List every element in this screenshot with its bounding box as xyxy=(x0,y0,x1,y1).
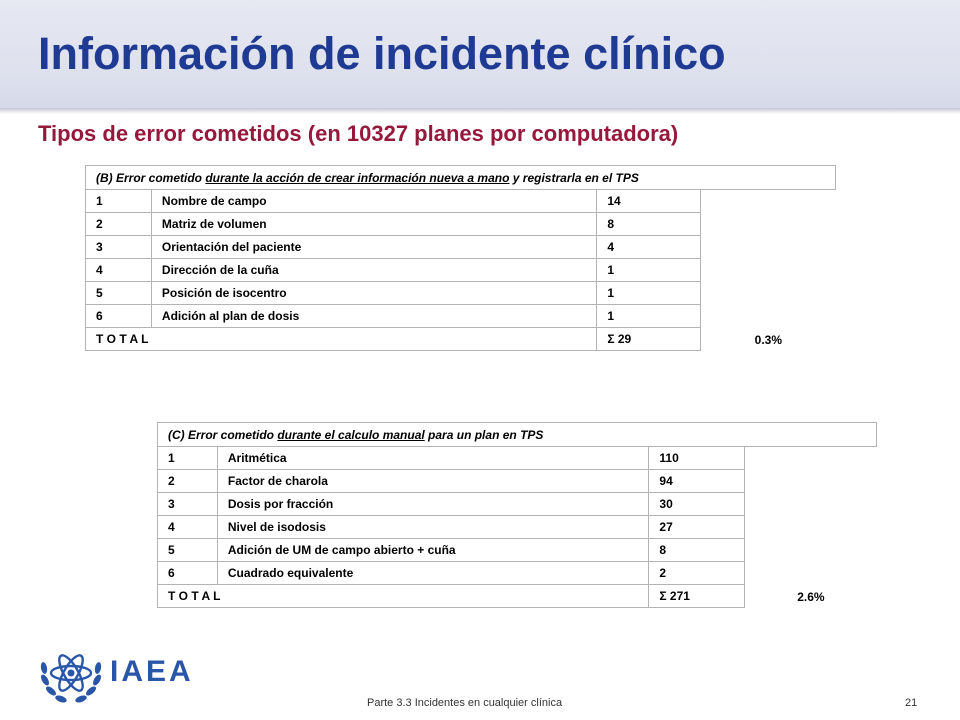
iaea-logo-icon xyxy=(36,640,106,710)
row-value: 4 xyxy=(597,236,701,259)
row-label: Adición al plan de dosis xyxy=(151,305,596,328)
table-row xyxy=(158,447,877,470)
row-label: Matriz de volumen xyxy=(151,213,596,236)
table-b-percent: 0.3% xyxy=(754,332,783,347)
total-label: T O T A L xyxy=(158,585,649,608)
header-text: (C) Error cometido xyxy=(168,427,278,442)
total-value: Σ 271 xyxy=(649,585,745,608)
row-label: Aritmética xyxy=(217,447,649,470)
slide-title: Información de incidente clínico xyxy=(38,28,726,79)
row-value: 2 xyxy=(649,562,745,585)
row-value: 14 xyxy=(597,190,701,213)
total-value: Σ 29 xyxy=(597,328,701,351)
row-number: 6 xyxy=(158,562,218,585)
row-value: 1 xyxy=(597,305,701,328)
row-label: Adición de UM de campo abierto + cuña xyxy=(217,539,649,562)
row-value: 1 xyxy=(597,282,701,305)
row-value: 27 xyxy=(649,516,745,539)
table-c-header xyxy=(158,423,877,447)
row-label: Posición de isocentro xyxy=(151,282,596,305)
row-label: Factor de charola xyxy=(217,470,649,493)
footer-caption: Parte 3.3 Incidentes en cualquier clínica xyxy=(367,697,563,709)
header-text: para un plan en TPS xyxy=(424,427,544,442)
header-text: y registrarla en el TPS xyxy=(509,170,639,185)
row-value: 94 xyxy=(649,470,745,493)
error-table-c xyxy=(157,422,877,608)
row-label: Nombre de campo xyxy=(151,190,596,213)
row-number: 1 xyxy=(158,447,218,470)
row-number: 4 xyxy=(86,259,152,282)
table-row xyxy=(86,190,836,213)
table-header-row xyxy=(86,166,836,190)
row-number: 2 xyxy=(86,213,152,236)
slide-subtitle: Tipos de error cometidos (en 10327 planes por computadora) xyxy=(38,121,679,146)
row-number: 5 xyxy=(158,539,218,562)
table-c-percent: 2.6% xyxy=(797,589,825,604)
row-number: 3 xyxy=(158,493,218,516)
row-value: 1 xyxy=(597,259,701,282)
row-label: Orientación del paciente xyxy=(151,236,596,259)
table-b-header xyxy=(86,166,836,190)
header-text: (B) Error cometido xyxy=(96,170,206,185)
page-number: 21 xyxy=(905,697,918,709)
error-table-b xyxy=(85,165,836,351)
row-label: Dirección de la cuña xyxy=(151,259,596,282)
row-value: 8 xyxy=(649,539,745,562)
row-value: 110 xyxy=(649,447,745,470)
row-label: Nivel de isodosis xyxy=(217,516,649,539)
row-label: Cuadrado equivalente xyxy=(217,562,649,585)
row-label: Dosis por fracción xyxy=(217,493,649,516)
row-number: 5 xyxy=(86,282,152,305)
row-number: 3 xyxy=(86,236,152,259)
row-number: 4 xyxy=(158,516,218,539)
table-header-row xyxy=(158,423,877,447)
row-number: 2 xyxy=(158,470,218,493)
row-value: 8 xyxy=(597,213,701,236)
header-underlined-text: durante el calculo manual xyxy=(277,427,425,442)
header-underlined-text: durante la acción de crear información nueva a mano xyxy=(205,170,510,185)
total-label: T O T A L xyxy=(86,328,597,351)
header-divider xyxy=(0,108,960,114)
row-number: 6 xyxy=(86,305,152,328)
row-number: 1 xyxy=(86,190,152,213)
row-value: 30 xyxy=(649,493,745,516)
iaea-logo-text: IAEA xyxy=(110,655,194,688)
